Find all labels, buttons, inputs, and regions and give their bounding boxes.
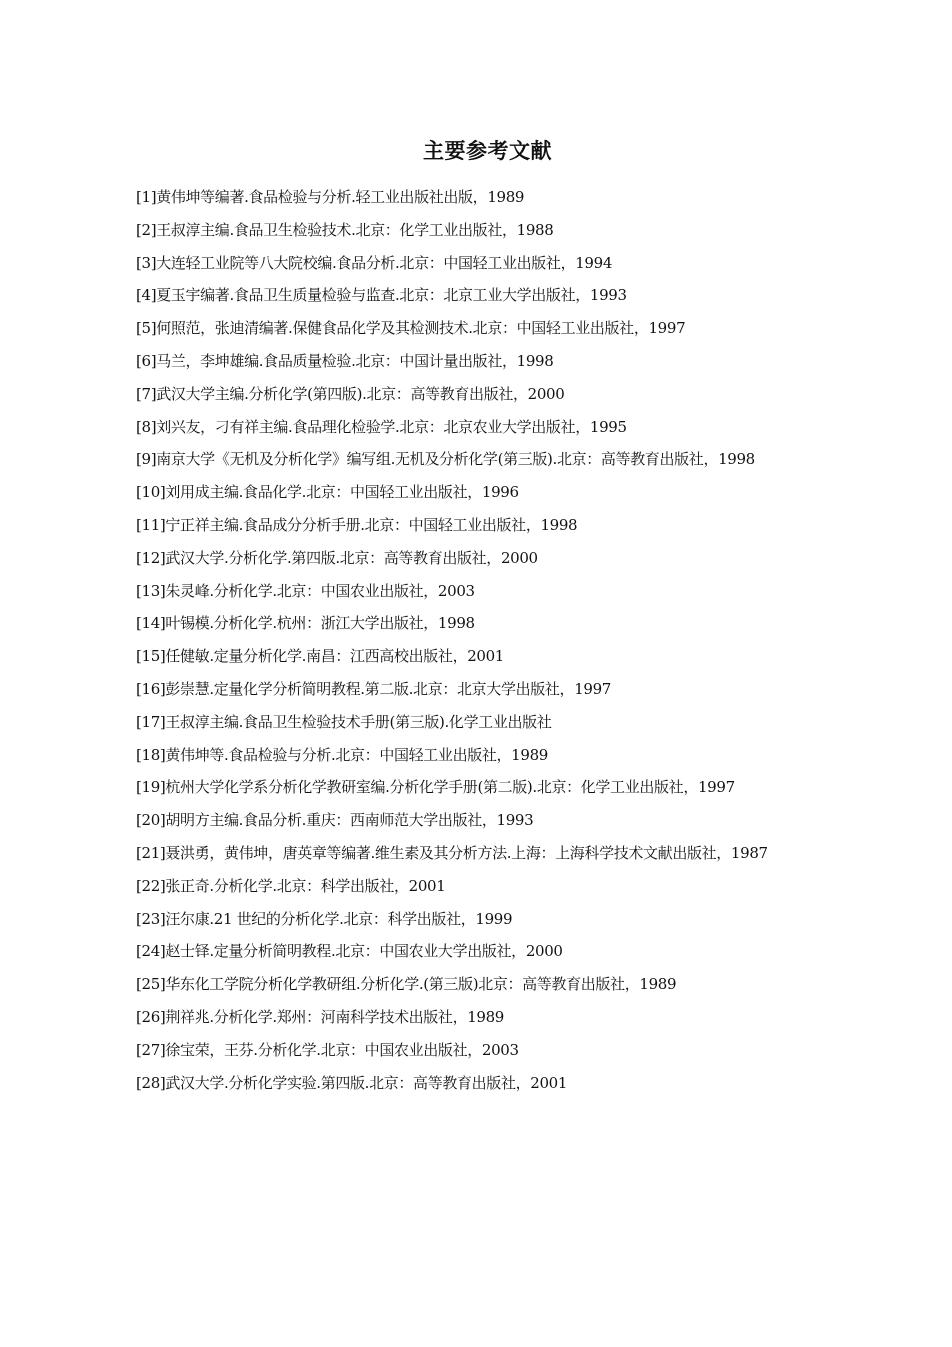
reference-item: [26]荆祥兆.分析化学.郑州：河南科学技术出版社，1989 (136, 1007, 505, 1026)
reference-item: [14]叶锡模.分析化学.杭州：浙江大学出版社，1998 (136, 614, 475, 633)
reference-list (136, 181, 932, 1099)
page-title: 主要参考文献 (423, 139, 552, 163)
reference-item: [9]南京大学《无机及分析化学》编写组.无机及分析化学(第三版).北京：高等教育出版社，1998 (136, 450, 755, 469)
reference-item: [15]任健敏.定量分析化学.南昌：江西高校出版社，2001 (136, 647, 505, 666)
reference-item: [1]黄伟坤等编著.食品检验与分析.轻工业出版社出版，1989 (136, 188, 525, 206)
reference-item: [13]朱灵峰.分析化学.北京：中国农业出版社，2003 (136, 581, 475, 600)
reference-item: [3]大连轻工业院等八大院校编.食品分析.北京：中国轻工业出版社，1994 (136, 253, 613, 272)
reference-item: [24]赵士铎.定量分析简明教程.北京：中国农业大学出版社，2000 (136, 942, 563, 961)
reference-item: [17]王叔淳主编.食品卫生检验技术手册(第三版).化学工业出版社 (136, 712, 552, 731)
reference-item: [27]徐宝荣，王芬.分析化学.北京：中国农业出版社，2003 (136, 1040, 519, 1059)
reference-item: [6]马兰，李坤雄编.食品质量检验.北京：中国计量出版社，1998 (136, 351, 554, 370)
reference-item: [19]杭州大学化学系分析化学教研室编.分析化学手册(第二版).北京：化学工业出版社，1997 (136, 778, 735, 797)
reference-item: [12]武汉大学.分析化学.第四版.北京：高等教育出版社，2000 (136, 548, 538, 567)
reference-item: [25]华东化工学院分析化学教研组.分析化学.(第三版)北京：高等教育出版社，1989 (136, 975, 677, 994)
reference-item: [2]王叔淳主编.食品卫生检验技术.北京：化学工业出版社，1988 (136, 220, 554, 239)
reference-item: [21]聂洪勇，黄伟坤，唐英章等编著.维生素及其分析方法.上海：上海科学技术文献出版社，1987 (136, 843, 768, 862)
reference-item: [7]武汉大学主编.分析化学(第四版).北京：高等教育出版社，2000 (136, 384, 565, 403)
reference-item: [22]张正奇.分析化学.北京：科学出版社，2001 (136, 876, 446, 895)
reference-item: [20]胡明方主编.食品分析.重庆：西南师范大学出版社，1993 (136, 811, 534, 830)
reference-item: [11]宁正祥主编.食品成分分析手册.北京：中国轻工业出版社，1998 (136, 515, 578, 534)
reference-item: [16]彭崇慧.定量化学分析简明教程.第二版.北京：北京大学出版社，1997 (136, 679, 611, 698)
reference-item: [5]何照范，张迪清编著.保健食品化学及其检测技术.北京：中国轻工业出版社，1997 (136, 319, 686, 338)
reference-item: [18]黄伟坤等.食品检验与分析.北京：中国轻工业出版社，1989 (136, 745, 548, 764)
reference-item: [8]刘兴友，刁有祥主编.食品理化检验学.北京：北京农业大学出版社，1995 (136, 417, 627, 436)
reference-item: [10]刘用成主编.食品化学.北京：中国轻工业出版社，1996 (136, 483, 519, 502)
reference-item: [4]夏玉宇编著.食品卫生质量检验与监查.北京：北京工业大学出版社，1993 (136, 286, 627, 305)
reference-item: [23]汪尔康.21 世纪的分析化学.北京：科学出版社，1999 (136, 909, 513, 928)
reference-item: [28]武汉大学.分析化学实验.第四版.北京：高等教育出版社，2001 (136, 1073, 568, 1092)
